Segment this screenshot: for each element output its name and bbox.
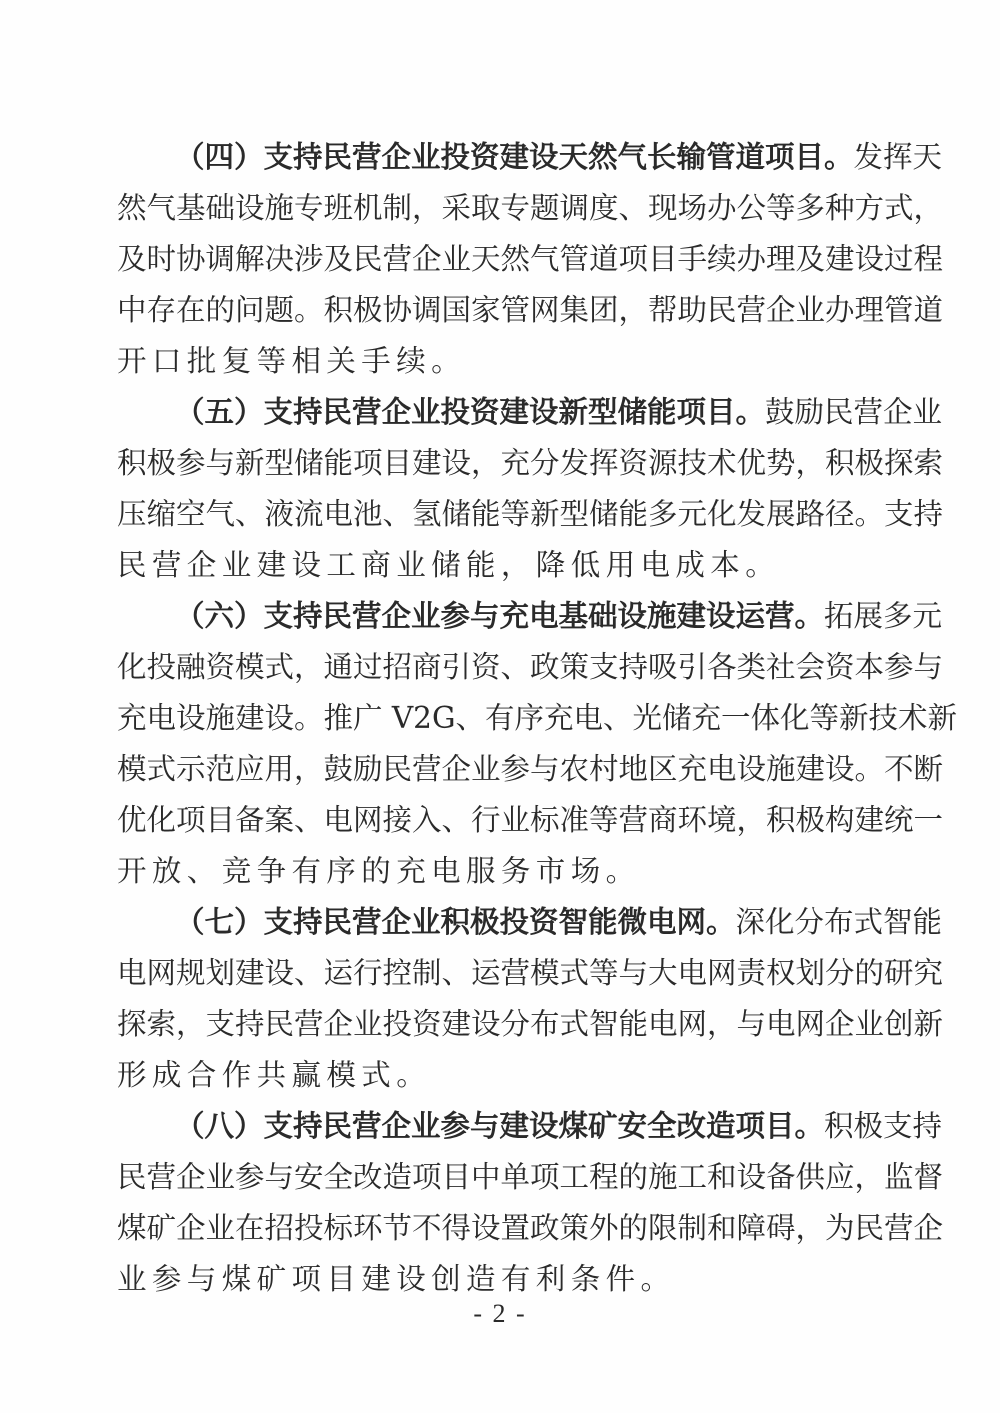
paragraph-line [175,392,943,432]
paragraph-line [175,902,943,942]
section-heading: （七）支持民营企业积极投资智能微电网。 [175,904,736,939]
section-heading: （六）支持民营企业参与充电基础设施建设运营。 [175,598,825,633]
paragraph-text: 拓展多元 [824,599,943,633]
paragraph-text: 积极支持 [824,1109,943,1143]
paragraph-text: 鼓励民营企业 [765,395,943,429]
section-heading: （八）支持民营企业参与建设煤矿安全改造项目。 [175,1108,825,1143]
paragraph-line: 及时协调解决涉及民营企业天然气管道项目手续办理及建设过程 [117,242,944,276]
paragraph-line: 开口批复等相关手续。 [117,344,467,378]
paragraph-line [175,137,943,177]
paragraph-line: 充电设施建设。推广 V2G、有序充电、光储充一体化等新技术新 [117,701,958,735]
paragraph-line: 开放、竞争有序的充电服务市场。 [117,854,641,888]
section-heading: （四）支持民营企业投资建设天然气长输管道项目。 [175,139,854,174]
page-number: - 2 - [473,1299,527,1328]
paragraph-line: 民营企业参与安全改造项目中单项工程的施工和设备供应，监督 [117,1160,944,1194]
paragraph-line: 化投融资模式，通过招商引资、政策支持吸引各类社会资本参与 [117,650,944,684]
paragraph-line: 探索，支持民营企业投资建设分布式智能电网，与电网企业创新 [117,1007,944,1041]
paragraph-line: 压缩空气、液流电池、氢储能等新型储能多元化发展路径。支持 [117,497,944,531]
paragraph-line: 中存在的问题。积极协调国家管网集团，帮助民营企业办理管道 [117,293,944,327]
paragraph-line: 民营企业建设工商业储能，降低用电成本。 [117,548,781,582]
paragraph-line: 然气基础设施专班机制，采取专题调度、现场办公等多种方式， [117,191,944,225]
paragraph-line: 业参与煤矿项目建设创造有利条件。 [117,1262,676,1296]
paragraph-line: 优化项目备案、电网接入、行业标准等营商环境，积极构建统一 [117,803,944,837]
paragraph-line: 形成合作共赢模式。 [117,1058,432,1092]
section-heading: （五）支持民营企业投资建设新型储能项目。 [175,394,766,429]
paragraph-line: 煤矿企业在招投标环节不得设置政策外的限制和障碍，为民营企 [117,1211,944,1245]
paragraph-line: 积极参与新型储能项目建设，充分发挥资源技术优势，积极探索 [117,446,944,480]
paragraph-line [175,1106,943,1146]
paragraph-text: 发挥天 [853,140,943,174]
paragraph-line: 模式示范应用，鼓励民营企业参与农村地区充电设施建设。不断 [117,752,944,786]
paragraph-line: 电网规划建设、运行控制、运营模式等与大电网责权划分的研究 [117,956,944,990]
paragraph-text: 深化分布式智能 [735,905,943,939]
paragraph-line [175,596,943,636]
